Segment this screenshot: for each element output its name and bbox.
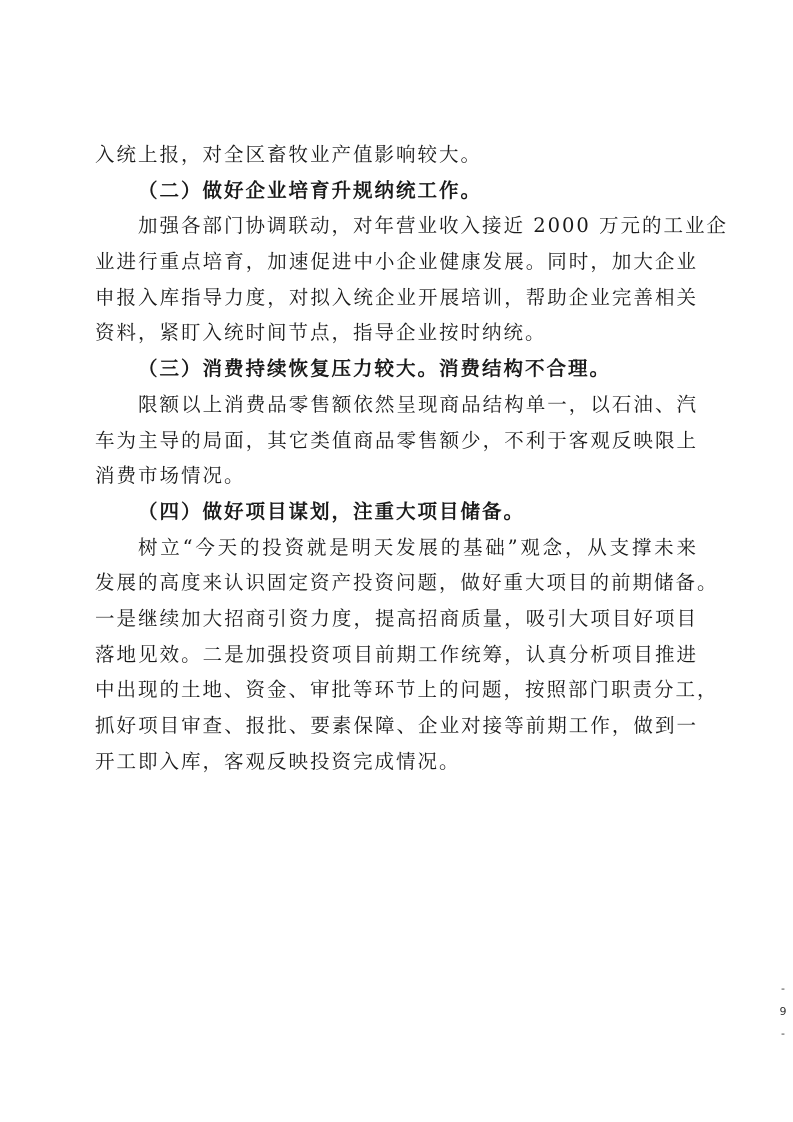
section-heading-3: （三）消费持续恢复压力较大。消费结构不合理。 <box>138 357 612 381</box>
text-line: 业进行重点培育，加速促进中小企业健康发展。同时，加大企业 <box>95 250 698 274</box>
paragraph-consumption <box>95 387 698 494</box>
text-line: 申报入库指导力度，对拟入统企业开展培训，帮助企业完善相关 <box>95 285 698 309</box>
page-number-dash-top: - <box>781 982 785 995</box>
paragraph-project-planning <box>95 530 719 780</box>
page-number <box>772 978 793 1046</box>
text-line: 树立“今天的投资就是明天发展的基础”观念，从支撑未来 <box>138 535 698 559</box>
text-line: 发展的高度来认识固定资产投资问题，做好重大项目的前期储备。 <box>95 571 719 595</box>
text-line: 消费市场情况。 <box>95 464 246 488</box>
section-heading-4: （四）做好项目谋划，注重大项目储备。 <box>138 499 526 523</box>
document-body <box>95 137 729 779</box>
text-line: 落地见效。二是加强投资项目前期工作统筹，认真分析项目推进 <box>95 642 698 666</box>
section-heading-2: （二）做好企业培育升规纳统工作。 <box>138 178 483 202</box>
text-line: 中出现的土地、资金、审批等环节上的问题，按照部门职责分工， <box>95 678 719 702</box>
text-line: 资料，紧盯入统时间节点，指导企业按时纳统。 <box>95 321 547 345</box>
text-line: 抓好项目审查、报批、要素保障、企业对接等前期工作，做到一 <box>95 714 698 737</box>
page-number-value: 9 <box>779 1004 787 1018</box>
text-line: 开工即入库，客观反映投资完成情况。 <box>95 749 461 773</box>
text-line: 限额以上消费品零售额依然呈现商品结构单一，以石油、汽 <box>138 392 698 416</box>
text-line: 车为主导的局面，其它类值商品零售额少，不利于客观反映限上 <box>95 428 698 452</box>
paragraph-continuation <box>95 137 698 173</box>
paragraph-enterprise-cultivation <box>95 208 729 351</box>
text-line: 入统上报，对全区畜牧业产值影响较大。 <box>95 143 483 166</box>
text-line: 加强各部门协调联动，对年营业收入接近 2000 万元的工业企 <box>138 214 729 238</box>
page-number-dash-bottom: - <box>781 1027 785 1040</box>
text-line: 一是继续加大招商引资力度，提高招商质量，吸引大项目好项目 <box>95 606 698 630</box>
